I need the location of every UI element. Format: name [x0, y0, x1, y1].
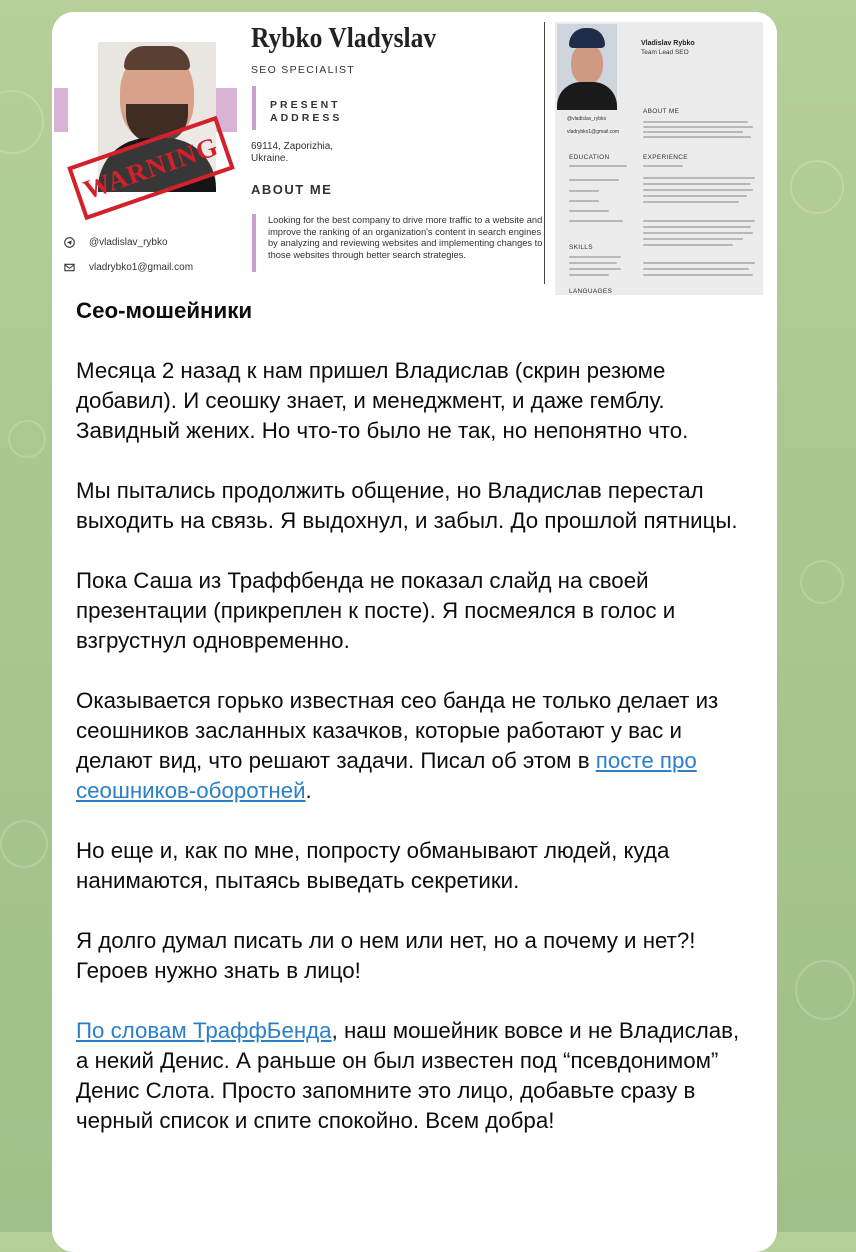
text-line	[643, 136, 751, 138]
attached-image[interactable]	[52, 12, 777, 297]
mail-icon	[64, 262, 75, 273]
address-label: ADDRESS	[270, 112, 343, 124]
message-text	[76, 295, 741, 1166]
background-doodle	[8, 420, 46, 458]
accent-block	[54, 88, 68, 132]
background-doodle	[800, 560, 844, 604]
resume-name: Rybko Vladyslav	[251, 22, 437, 54]
paragraph-2: Мы пытались продолжить общение, но Владислав перестал выходить на связь. Я выдохнул, и забыл. До прошлой пятницы.	[76, 478, 738, 533]
image-divider	[544, 22, 545, 284]
resume-address: 69114, Zaporizhia, Ukraine.	[251, 141, 334, 164]
text-line	[643, 274, 753, 276]
text-line	[643, 232, 753, 234]
paragraph-7-text: , наш мошейник вовсе и не Владислав, а некий Денис. А раньше он был известен под “псевдонимом” Денис Слота. Просто запомните это лицо, добавьте сразу в черный список и спите спокойно. Всем добра!	[76, 1018, 740, 1133]
education-heading: EDUCATION	[569, 154, 610, 161]
text-line	[643, 195, 747, 197]
paragraph-4	[76, 686, 741, 806]
stamp-text: WARNING	[79, 130, 223, 205]
paragraph-5: Но еще и, как по мне, попросту обманывают людей, куда нанимаются, пытаясь выведать секретики.	[76, 838, 670, 893]
about-text: Looking for the best company to drive more traffic to a website and improve the ranking of an organization's content in search engines by analyzing and reviewing websites and implementing changes to those websites through better search strategies.	[268, 215, 543, 260]
background-doodle	[795, 960, 855, 1020]
divider-bar	[252, 214, 256, 272]
text-line	[643, 262, 755, 264]
text-line	[569, 179, 619, 181]
post-title: Сео-мошейники	[76, 298, 253, 323]
werewolf-post-link[interactable]: посте про сеошников-оборотней	[76, 748, 697, 803]
present-label: PRESENT	[270, 99, 341, 111]
resume-image-right	[555, 22, 763, 295]
text-line	[569, 262, 617, 264]
text-line	[643, 126, 753, 128]
text-line	[643, 121, 748, 123]
contact-email	[64, 262, 193, 273]
paragraph-4-end: .	[305, 778, 312, 803]
text-line	[643, 244, 733, 246]
text-line	[569, 268, 621, 270]
contact-telegram	[64, 237, 168, 248]
resume-image-left	[52, 12, 542, 297]
present-address-label	[270, 99, 342, 125]
text-line	[643, 220, 755, 222]
paragraph-4-text: Оказывается горько известная сео банда не только делает из сеошников засланных казачков, которые работают у вас и делают вид, что решают задачи. Писал об этом в	[76, 688, 719, 773]
skills-heading: SKILLS	[569, 244, 593, 251]
about-heading: ABOUT ME	[251, 182, 333, 197]
background-doodle	[0, 820, 48, 868]
profile-photo-small	[557, 24, 617, 110]
paragraph-6: Я долго думал писать ли о нем или нет, но а почему и нет?! Героев нужно знать в лицо!	[76, 928, 696, 983]
text-line	[569, 200, 599, 202]
text-line	[643, 189, 753, 191]
text-line	[643, 201, 739, 203]
email-address: vladrybko1@gmail.com	[89, 262, 194, 273]
text-line	[569, 190, 599, 192]
paragraph-7	[76, 1016, 741, 1136]
background-doodle	[790, 160, 844, 214]
about-heading-small: ABOUT ME	[643, 108, 680, 115]
traffband-link[interactable]: По словам ТраффБенда	[76, 1018, 332, 1043]
paragraph-3: Пока Саша из Траффбенда не показал слайд на своей презентации (прикреплен к посте). Я посмеялся в голос и взгрустнул одновременно.	[76, 568, 676, 653]
paragraph-1: Месяца 2 назад к нам пришел Владислав (скрин резюме добавил). И сеошку знает, и менеджмент, и даже гемблу. Завидный жених. Но что-то было не так, но непонятно что.	[76, 358, 689, 443]
text-line	[643, 183, 751, 185]
experience-heading: EXPERIENCE	[643, 154, 688, 161]
telegram-icon	[64, 237, 75, 248]
message-bubble	[52, 12, 777, 1252]
text-line	[569, 274, 609, 276]
text-line	[569, 165, 627, 167]
text-line	[643, 226, 751, 228]
text-line	[643, 177, 755, 179]
resume-right-telegram: @vladislav_rybko	[567, 116, 607, 122]
text-line	[643, 165, 683, 167]
text-line	[569, 256, 621, 258]
resume-right-name: Vladislav Rybko	[641, 40, 695, 47]
text-line	[569, 220, 623, 222]
text-line	[643, 268, 749, 270]
resume-role: SEO SPECIALIST	[251, 64, 355, 76]
divider-bar	[252, 86, 256, 130]
text-line	[643, 238, 743, 240]
background-doodle	[0, 90, 44, 154]
resume-right-role: Team Lead SEO	[641, 49, 689, 56]
telegram-handle: @vladislav_rybko	[89, 237, 168, 248]
resume-right-email: vladrybko1@gmail.com	[567, 129, 620, 135]
languages-heading: LANGUAGES	[569, 288, 613, 295]
text-line	[569, 210, 609, 212]
text-line	[643, 131, 743, 133]
